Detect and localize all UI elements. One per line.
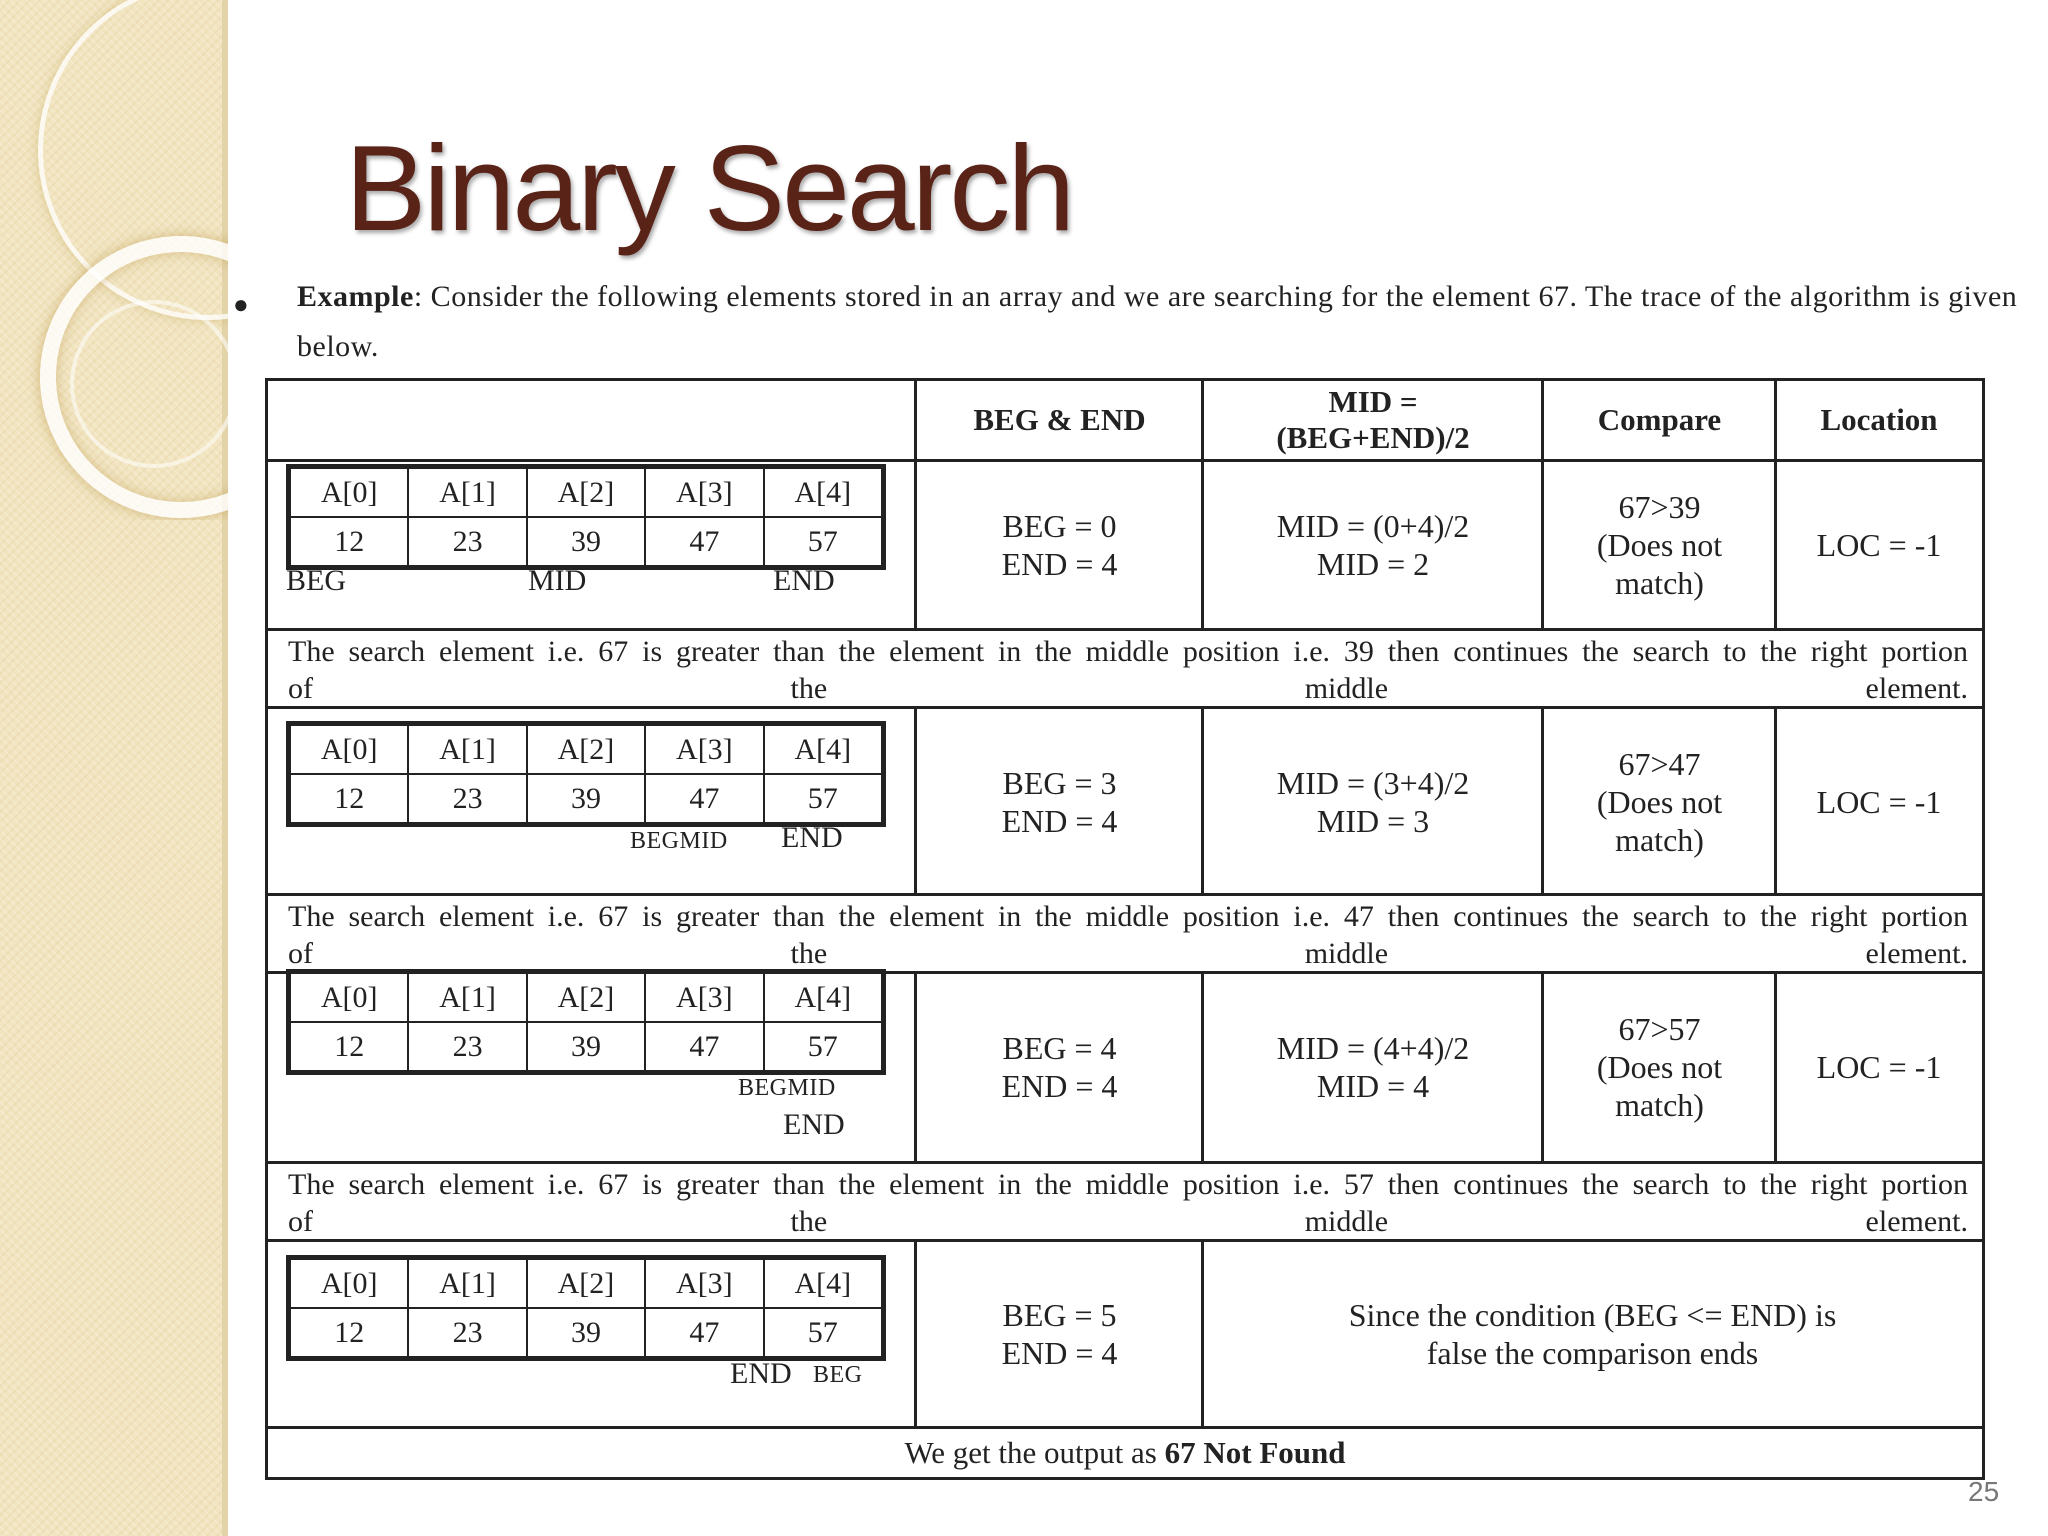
- array-index: A[3]: [645, 468, 763, 517]
- array-index: A[1]: [408, 1259, 526, 1308]
- array-value: 23: [408, 1022, 526, 1071]
- array-display: [286, 464, 886, 570]
- array-index: A[2]: [527, 468, 645, 517]
- output-row: [268, 1429, 1982, 1477]
- array-index: A[1]: [408, 725, 526, 774]
- array-display: [286, 721, 886, 827]
- array-index: A[0]: [290, 973, 408, 1022]
- step-note: The search element i.e. 67 is greater than the element in the middle position i.e. 47 then continues the search to the right portion of the middle element.: [288, 900, 1968, 970]
- slide-title: Binary Search: [345, 120, 1073, 256]
- array-value: 47: [645, 774, 763, 823]
- array-value: 57: [764, 517, 882, 566]
- step-compare: 67>57 (Does not match): [1596, 1011, 1723, 1123]
- array-value: 39: [527, 1308, 645, 1357]
- array-index: A[4]: [764, 1259, 882, 1308]
- array-index: A[4]: [764, 973, 882, 1022]
- intro-paragraph: [297, 272, 2022, 372]
- array-value: 12: [290, 1022, 408, 1071]
- array-index: A[0]: [290, 468, 408, 517]
- step-note: The search element i.e. 67 is greater than the element in the middle position i.e. 39 then continues the search to the right portion of the middle element.: [288, 635, 1968, 705]
- step-location: LOC = -1: [1816, 527, 1942, 563]
- array-value: 12: [290, 774, 408, 823]
- pointer-label: END: [730, 1357, 792, 1390]
- bullet-icon: ●: [233, 290, 249, 319]
- array-value: 39: [527, 1022, 645, 1071]
- array-index: A[3]: [645, 725, 763, 774]
- array-index: A[0]: [290, 725, 408, 774]
- step-compare: 67>47 (Does not match): [1596, 745, 1723, 858]
- step-beg-end: BEG = 5 END = 4: [1001, 1297, 1118, 1371]
- step-location: LOC = -1: [1816, 783, 1942, 820]
- step-beg-end: BEG = 3 END = 4: [1001, 764, 1118, 839]
- step-note: The search element i.e. 67 is greater than the element in the middle position i.e. 57 then continues the search to the right portion of the middle element.: [288, 1168, 1968, 1238]
- array-value: 47: [645, 1022, 763, 1071]
- array-index: A[4]: [764, 725, 882, 774]
- step-mid: MID = (0+4)/2 MID = 2: [1276, 508, 1470, 582]
- array-value: 12: [290, 1308, 408, 1357]
- slide-number: 25: [1968, 1476, 2000, 1507]
- step-mid: MID = (3+4)/2 MID = 3: [1276, 764, 1470, 839]
- array-value: 47: [645, 517, 763, 566]
- array-value: 23: [408, 1308, 526, 1357]
- trace-table: [265, 378, 1985, 1480]
- step-conclusion: Since the condition (BEG <= END) is false the comparison ends: [1348, 1297, 1837, 1371]
- output-prefix: We get the output as: [904, 1435, 1165, 1470]
- divider: [268, 893, 1982, 896]
- array-index: A[1]: [408, 468, 526, 517]
- array-index: A[0]: [290, 1259, 408, 1308]
- step-beg-end: BEG = 4 END = 4: [1001, 1030, 1118, 1104]
- intro-label: Example: [297, 280, 414, 313]
- decorative-ring: [70, 300, 228, 468]
- divider: [268, 1161, 1982, 1164]
- pointer-label: BEG: [813, 1362, 863, 1388]
- pointer-label: BEG: [286, 564, 346, 597]
- array-value: 39: [527, 517, 645, 566]
- step-beg-end: BEG = 0 END = 4: [1001, 508, 1118, 582]
- array-index: A[1]: [408, 973, 526, 1022]
- decorative-rings: [0, 0, 228, 520]
- header-location: Location: [1820, 402, 1938, 437]
- header-beg-end: BEG & END: [973, 402, 1146, 437]
- intro-text: : Consider the following elements stored in an array and we are searching for the element 67. The trace of the algorithm is given below.: [297, 280, 2018, 363]
- output-result: 67 Not Found: [1164, 1435, 1346, 1470]
- pointer-label: END: [783, 1108, 845, 1141]
- pointer-label: END: [773, 564, 835, 597]
- array-index: A[2]: [527, 973, 645, 1022]
- array-index: A[3]: [645, 1259, 763, 1308]
- step-mid: MID = (4+4)/2 MID = 4: [1276, 1030, 1470, 1104]
- pointer-label: MID: [528, 564, 587, 597]
- pointer-label: BEGMID: [630, 828, 728, 854]
- divider: [268, 628, 1982, 631]
- array-display: [286, 969, 886, 1075]
- array-index: A[4]: [764, 468, 882, 517]
- array-value: 12: [290, 517, 408, 566]
- array-value: 47: [645, 1308, 763, 1357]
- header-compare: Compare: [1597, 402, 1722, 437]
- array-display: [286, 1255, 886, 1361]
- pointer-label: END: [781, 821, 843, 854]
- array-index: A[2]: [527, 1259, 645, 1308]
- array-value: 23: [408, 517, 526, 566]
- header-mid: MID = (BEG+END)/2: [1276, 384, 1470, 455]
- array-index: A[2]: [527, 725, 645, 774]
- array-value: 57: [764, 1308, 882, 1357]
- array-value: 39: [527, 774, 645, 823]
- step-location: LOC = -1: [1816, 1049, 1942, 1085]
- pointer-label: BEGMID: [738, 1075, 836, 1101]
- array-value: 57: [764, 1022, 882, 1071]
- array-value: 57: [764, 774, 882, 823]
- array-index: A[3]: [645, 973, 763, 1022]
- step-compare: 67>39 (Does not match): [1596, 489, 1723, 601]
- array-value: 23: [408, 774, 526, 823]
